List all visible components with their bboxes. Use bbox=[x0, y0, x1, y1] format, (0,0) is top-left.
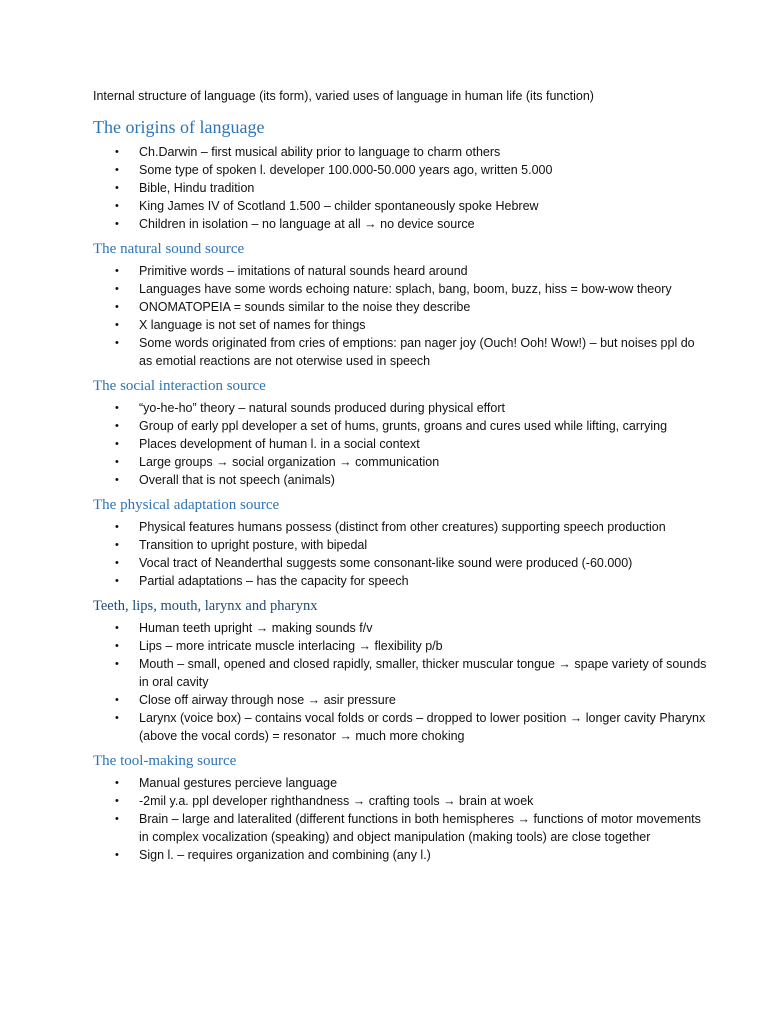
list-item-text: Some words originated from cries of emptions: pan nager joy (Ouch! Ooh! Wow!) – but noises ppl do as emotial reactions are not oterwise used in speech bbox=[139, 336, 695, 368]
list-item-text: Ch.Darwin – first musical ability prior to language to charm others bbox=[139, 145, 501, 159]
bullet-icon: • bbox=[115, 658, 119, 670]
bullet-icon: • bbox=[115, 849, 119, 861]
list-item-text: Brain – large and lateralited (different functions in both hemispheres → functions of motor movements in complex vocalization (speaking) and object manipulation (making tools) are close together bbox=[139, 812, 701, 844]
list-item-text: King James IV of Scotland 1.500 – childer spontaneously spoke Hebrew bbox=[139, 199, 539, 213]
section-heading: The physical adaptation source bbox=[93, 497, 280, 513]
list-item-text: Mouth – small, opened and closed rapidly, smaller, thicker muscular tongue → spape variety of sounds in oral cavity bbox=[139, 657, 707, 689]
list-item bbox=[93, 179, 708, 197]
list-item bbox=[93, 709, 708, 745]
bullet-icon: • bbox=[115, 521, 119, 533]
section-heading: Teeth, lips, mouth, larynx and pharynx bbox=[93, 598, 318, 614]
bullet-icon: • bbox=[115, 182, 119, 194]
bullet-list bbox=[93, 399, 708, 489]
list-item bbox=[93, 846, 708, 864]
section-heading: The social interaction source bbox=[93, 378, 266, 394]
list-item bbox=[93, 792, 708, 810]
list-item bbox=[93, 197, 708, 215]
bullet-icon: • bbox=[115, 146, 119, 158]
list-item bbox=[93, 262, 708, 280]
bullet-icon: • bbox=[115, 200, 119, 212]
list-item bbox=[93, 471, 708, 489]
list-item bbox=[93, 316, 708, 334]
list-item bbox=[93, 655, 708, 691]
bullet-list bbox=[93, 619, 708, 745]
list-item bbox=[93, 810, 708, 846]
intro-text: Internal structure of language (its form), varied uses of language in human life (its function) bbox=[93, 89, 594, 103]
bullet-icon: • bbox=[115, 557, 119, 569]
bullet-icon: • bbox=[115, 456, 119, 468]
bullet-list bbox=[93, 518, 708, 590]
list-item-text: Partial adaptations – has the capacity for speech bbox=[139, 574, 409, 588]
bullet-icon: • bbox=[115, 301, 119, 313]
bullet-icon: • bbox=[115, 164, 119, 176]
list-item-text: Large groups → social organization → communication bbox=[139, 455, 440, 469]
list-item bbox=[93, 334, 708, 370]
list-item bbox=[93, 161, 708, 179]
bullet-icon: • bbox=[115, 218, 119, 230]
bullet-icon: • bbox=[115, 622, 119, 634]
bullet-icon: • bbox=[115, 694, 119, 706]
bullet-icon: • bbox=[115, 777, 119, 789]
bullet-icon: • bbox=[115, 438, 119, 450]
list-item-text: Children in isolation – no language at all → no device source bbox=[139, 217, 475, 231]
bullet-icon: • bbox=[115, 337, 119, 349]
list-item bbox=[93, 536, 708, 554]
bullet-icon: • bbox=[115, 575, 119, 587]
bullet-list bbox=[93, 774, 708, 864]
list-item bbox=[93, 215, 708, 233]
bullet-icon: • bbox=[115, 319, 119, 331]
list-item-text: Some type of spoken l. developer 100.000-50.000 years ago, written 5.000 bbox=[139, 163, 553, 177]
list-item bbox=[93, 572, 708, 590]
list-item bbox=[93, 637, 708, 655]
list-item-text: Places development of human l. in a social context bbox=[139, 437, 420, 451]
bullet-icon: • bbox=[115, 474, 119, 486]
list-item-text: Lips – more intricate muscle interlacing → flexibility p/b bbox=[139, 639, 443, 653]
list-item-text: Languages have some words echoing nature: splach, bang, boom, buzz, hiss = bow-wow theory bbox=[139, 282, 672, 296]
bullet-icon: • bbox=[115, 795, 119, 807]
bullet-icon: • bbox=[115, 539, 119, 551]
list-item-text: Larynx (voice box) – contains vocal folds or cords – dropped to lower position → longer cavity Pharynx (above the vocal cords) = resonator → much more choking bbox=[139, 711, 706, 743]
list-item-text: Overall that is not speech (animals) bbox=[139, 473, 335, 487]
bullet-icon: • bbox=[115, 283, 119, 295]
list-item bbox=[93, 143, 708, 161]
list-item-text: “yo-he-ho” theory – natural sounds produced during physical effort bbox=[139, 401, 505, 415]
bullet-icon: • bbox=[115, 420, 119, 432]
bullet-icon: • bbox=[115, 712, 119, 724]
list-item bbox=[93, 554, 708, 572]
list-item-text: Primitive words – imitations of natural sounds heard around bbox=[139, 264, 468, 278]
list-item-text: Bible, Hindu tradition bbox=[139, 181, 255, 195]
bullet-icon: • bbox=[115, 265, 119, 277]
list-item-text: X language is not set of names for things bbox=[139, 318, 366, 332]
list-item bbox=[93, 298, 708, 316]
list-item bbox=[93, 399, 708, 417]
section-heading: The tool-making source bbox=[93, 753, 237, 769]
bullet-icon: • bbox=[115, 640, 119, 652]
bullet-list bbox=[93, 143, 708, 233]
list-item bbox=[93, 417, 708, 435]
list-item bbox=[93, 280, 708, 298]
list-item-text: Group of early ppl developer a set of hums, grunts, groans and cures used while lifting, carrying bbox=[139, 419, 668, 433]
list-item bbox=[93, 691, 708, 709]
section-heading: The origins of language bbox=[93, 117, 265, 137]
bullet-list bbox=[93, 262, 708, 370]
list-item-text: Manual gestures percieve language bbox=[139, 776, 338, 790]
list-item-text: Sign l. – requires organization and combining (any l.) bbox=[139, 848, 431, 862]
document-content bbox=[93, 116, 708, 864]
list-item bbox=[93, 518, 708, 536]
list-item-text: Transition to upright posture, with bipedal bbox=[139, 538, 368, 552]
list-item-text: Physical features humans possess (distinct from other creatures) supporting speech production bbox=[139, 520, 666, 534]
list-item-text: Human teeth upright → making sounds f/v bbox=[139, 621, 373, 635]
list-item-text: -2mil y.a. ppl developer righthandness → crafting tools → brain at woek bbox=[139, 794, 534, 808]
list-item-text: Close off airway through nose → asir pressure bbox=[139, 693, 396, 707]
bullet-icon: • bbox=[115, 402, 119, 414]
section-heading: The natural sound source bbox=[93, 241, 245, 257]
list-item bbox=[93, 453, 708, 471]
list-item bbox=[93, 619, 708, 637]
list-item-text: Vocal tract of Neanderthal suggests some consonant-like sound were produced (-60.000) bbox=[139, 556, 633, 570]
bullet-icon: • bbox=[115, 813, 119, 825]
list-item bbox=[93, 435, 708, 453]
list-item-text: ONOMATOPEIA = sounds similar to the noise they describe bbox=[139, 300, 471, 314]
list-item bbox=[93, 774, 708, 792]
